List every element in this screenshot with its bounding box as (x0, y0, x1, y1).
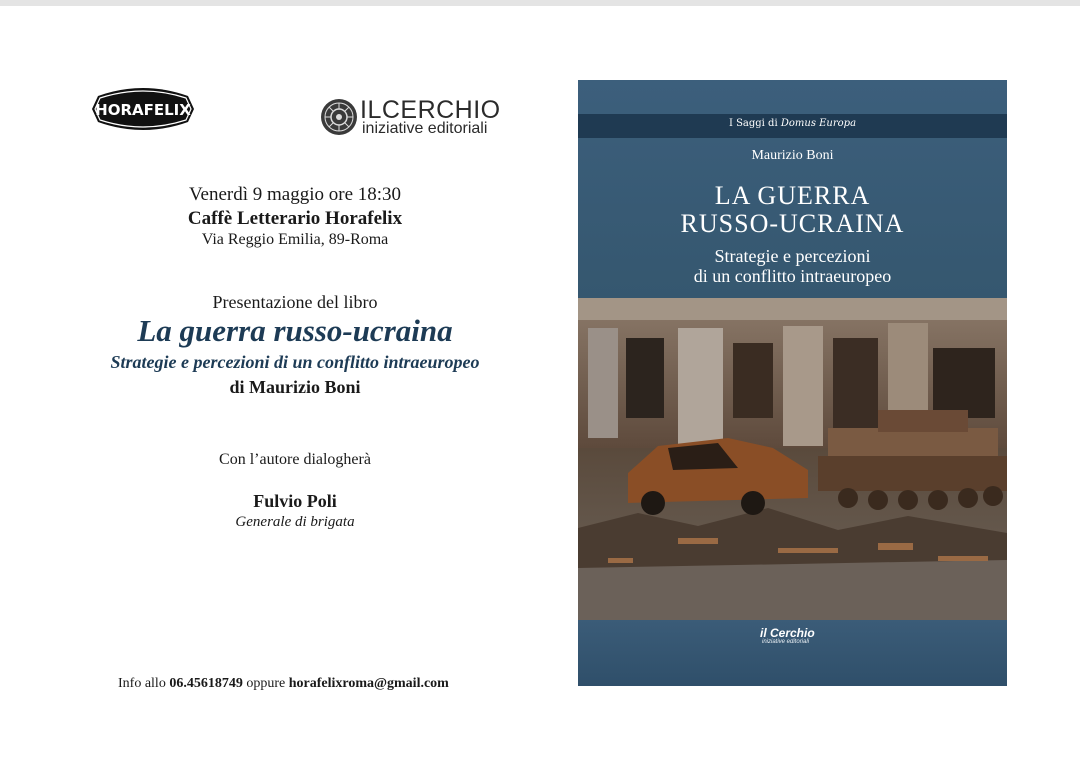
cerchio-logo-name: ILCERCHIO (360, 96, 501, 124)
book-title: La guerra russo-ucraina (137, 313, 453, 348)
book-subtitle: Strategie e percezioni di un conflitto intraeuropeo (110, 352, 480, 372)
speaker-name: Fulvio Poli (253, 491, 337, 511)
horafelix-logo (90, 82, 196, 136)
cover-subtitle-line2: di un conflitto intraeuropeo (693, 266, 892, 286)
cover-publisher: il Cerchio (760, 626, 815, 640)
cerchio-emblem-icon (320, 98, 358, 136)
ilcerchio-logo (318, 96, 508, 140)
event-address: Via Reggio Emilia, 89-Roma (201, 231, 389, 248)
horafelix-logo-text: HORAFELIX (95, 101, 191, 119)
dialog-label: Con l’autore dialogherà (219, 451, 371, 468)
author-name: Maurizio Boni (249, 377, 361, 397)
info-line (118, 676, 449, 692)
cover-title-line1: LA GUERRA (714, 181, 871, 210)
presentation-label: Presentazione del libro (212, 292, 378, 312)
book-author-line (60, 377, 530, 398)
info-phone: 06.45618749 (169, 676, 243, 691)
cover-series-prefix: I Saggi di (728, 118, 778, 129)
info-middle: oppure (246, 676, 286, 691)
top-border (0, 0, 1080, 6)
info-email[interactable]: horafelixroma@gmail.com (288, 676, 449, 691)
cover-title-line2: RUSSO-UCRAINA (680, 209, 905, 238)
speaker-role: Generale di brigata (235, 514, 355, 530)
event-date: Venerdì 9 maggio ore 18:30 (188, 184, 402, 205)
cerchio-logo-subtitle: iniziative editoriali (362, 120, 488, 137)
cover-subtitle (578, 246, 1007, 286)
cover-author: Maurizio Boni (751, 148, 834, 163)
info-prefix: Info allo (118, 676, 166, 691)
event-venue: Caffè Letterario Horafelix (187, 208, 403, 229)
cover-subtitle-line1: Strategie e percezioni (714, 246, 871, 266)
cover-publisher-sub: iniziative editoriali (762, 639, 810, 645)
book-cover (578, 80, 1007, 686)
cover-series-name: Domus Europa (780, 118, 857, 129)
cover-series (578, 118, 1007, 129)
author-prefix: di (229, 377, 245, 397)
cover-war-ruins-image (578, 298, 1007, 620)
cover-title (578, 182, 1007, 238)
